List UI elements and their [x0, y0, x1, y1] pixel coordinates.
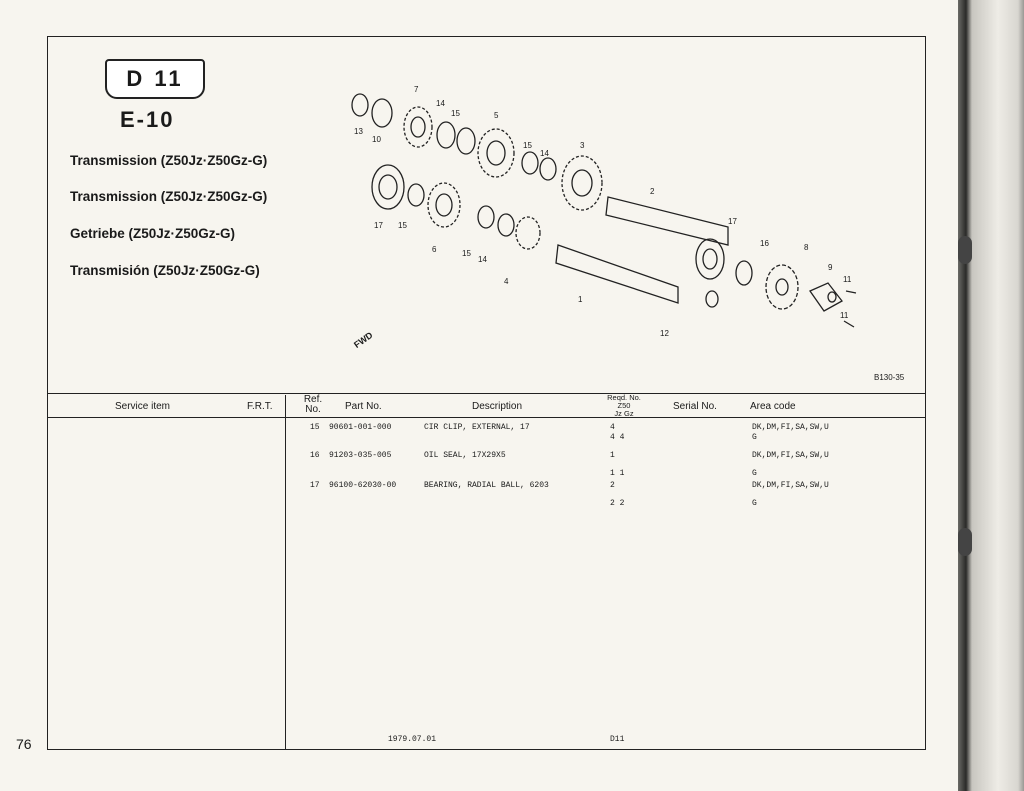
adjacent-page-edge [958, 0, 1024, 791]
part-label: 16 [760, 239, 769, 248]
part-label: 14 [436, 99, 445, 108]
part-label: 7 [414, 85, 419, 94]
qty-cell: 1 [610, 451, 615, 460]
table-row [48, 481, 925, 521]
figure-id: B130-35 [874, 373, 905, 382]
exploded-diagram [48, 37, 925, 394]
reqd-no-label: Reqd. No. [607, 393, 641, 402]
part-label: 17 [374, 221, 383, 230]
col-ref-no: Ref. No. [303, 394, 323, 415]
description-cell: CIR CLIP, EXTERNAL, 17 [424, 423, 530, 432]
parts-frame [47, 36, 926, 750]
description-cell: BEARING, RADIAL BALL, 6203 [424, 481, 549, 490]
col-serial-no: Serial No. [673, 401, 717, 412]
part-label: 14 [540, 149, 549, 158]
section-code: E-10 [120, 107, 175, 132]
col-area-code: Area code [750, 401, 796, 412]
part-label: 2 [650, 187, 655, 196]
description-cell: OIL SEAL, 17X29X5 [424, 451, 506, 460]
qty-cell: 4 4 [610, 433, 625, 442]
part-label: 15 [523, 141, 532, 150]
part-label: 14 [478, 255, 487, 264]
part-label: 15 [451, 109, 460, 118]
page-number: 76 [16, 736, 32, 752]
ref-cell: 16 [310, 451, 320, 460]
part-label: 6 [432, 245, 437, 254]
part-label: 11 [843, 275, 852, 284]
part-label: 12 [660, 329, 669, 338]
title-es: Transmisión (Z50Jz·Z50Gz-G) [70, 263, 260, 278]
model-label: Z50 [617, 401, 631, 410]
ref-cell: 15 [310, 423, 320, 432]
transmission-drawing [348, 77, 868, 367]
part-label: 17 [728, 217, 737, 226]
qty-cell: 1 1 [610, 469, 625, 478]
col-reqd-no [598, 394, 650, 418]
part-no-cell: 90601-001-000 [329, 423, 392, 432]
area-cell: G [752, 499, 757, 508]
part-label: 8 [804, 243, 809, 252]
area-cell: DK,DM,FI,SA,SW,U [752, 423, 829, 432]
fwd-arrow-label: FWD [351, 330, 375, 350]
col-service-item: Service item [115, 401, 171, 412]
section-badge: D 11 [105, 59, 205, 99]
part-label: 9 [828, 263, 833, 272]
col-part-no: Part No. [345, 401, 382, 412]
area-cell: G [752, 469, 757, 478]
part-label: 10 [372, 135, 381, 144]
area-cell: G [752, 433, 757, 442]
part-label: 11 [840, 311, 849, 320]
part-label: 13 [354, 127, 363, 136]
area-cell: DK,DM,FI,SA,SW,U [752, 451, 829, 460]
variants-label: Jz Gz [614, 409, 634, 418]
part-no-cell: 96100-62030-00 [329, 481, 397, 490]
col-frt: F.R.T. [247, 401, 273, 412]
title-de: Getriebe (Z50Jz·Z50Gz-G) [70, 226, 236, 241]
qty-cell: 4 [610, 423, 615, 432]
col-description: Description [472, 401, 523, 412]
footer-code: D11 [610, 735, 625, 744]
part-label: 1 [578, 295, 583, 304]
qty-cell: 2 [610, 481, 615, 490]
ref-cell: 17 [310, 481, 320, 490]
title-en: Transmission (Z50Jz·Z50Gz-G) [70, 153, 268, 168]
part-label: 15 [398, 221, 407, 230]
part-label: 4 [504, 277, 509, 286]
footer-date: 1979.07.01 [388, 735, 437, 744]
qty-cell: 2 2 [610, 499, 625, 508]
binder-hole [958, 236, 972, 264]
area-cell: DK,DM,FI,SA,SW,U [752, 481, 829, 490]
binder-hole [958, 528, 972, 556]
table-header [48, 395, 925, 418]
part-no-cell: 91203-035-005 [329, 451, 392, 460]
part-label: 15 [462, 249, 471, 258]
title-fr: Transmission (Z50Jz·Z50Gz-G) [70, 189, 268, 204]
part-label: 3 [580, 141, 585, 150]
part-label: 5 [494, 111, 499, 120]
